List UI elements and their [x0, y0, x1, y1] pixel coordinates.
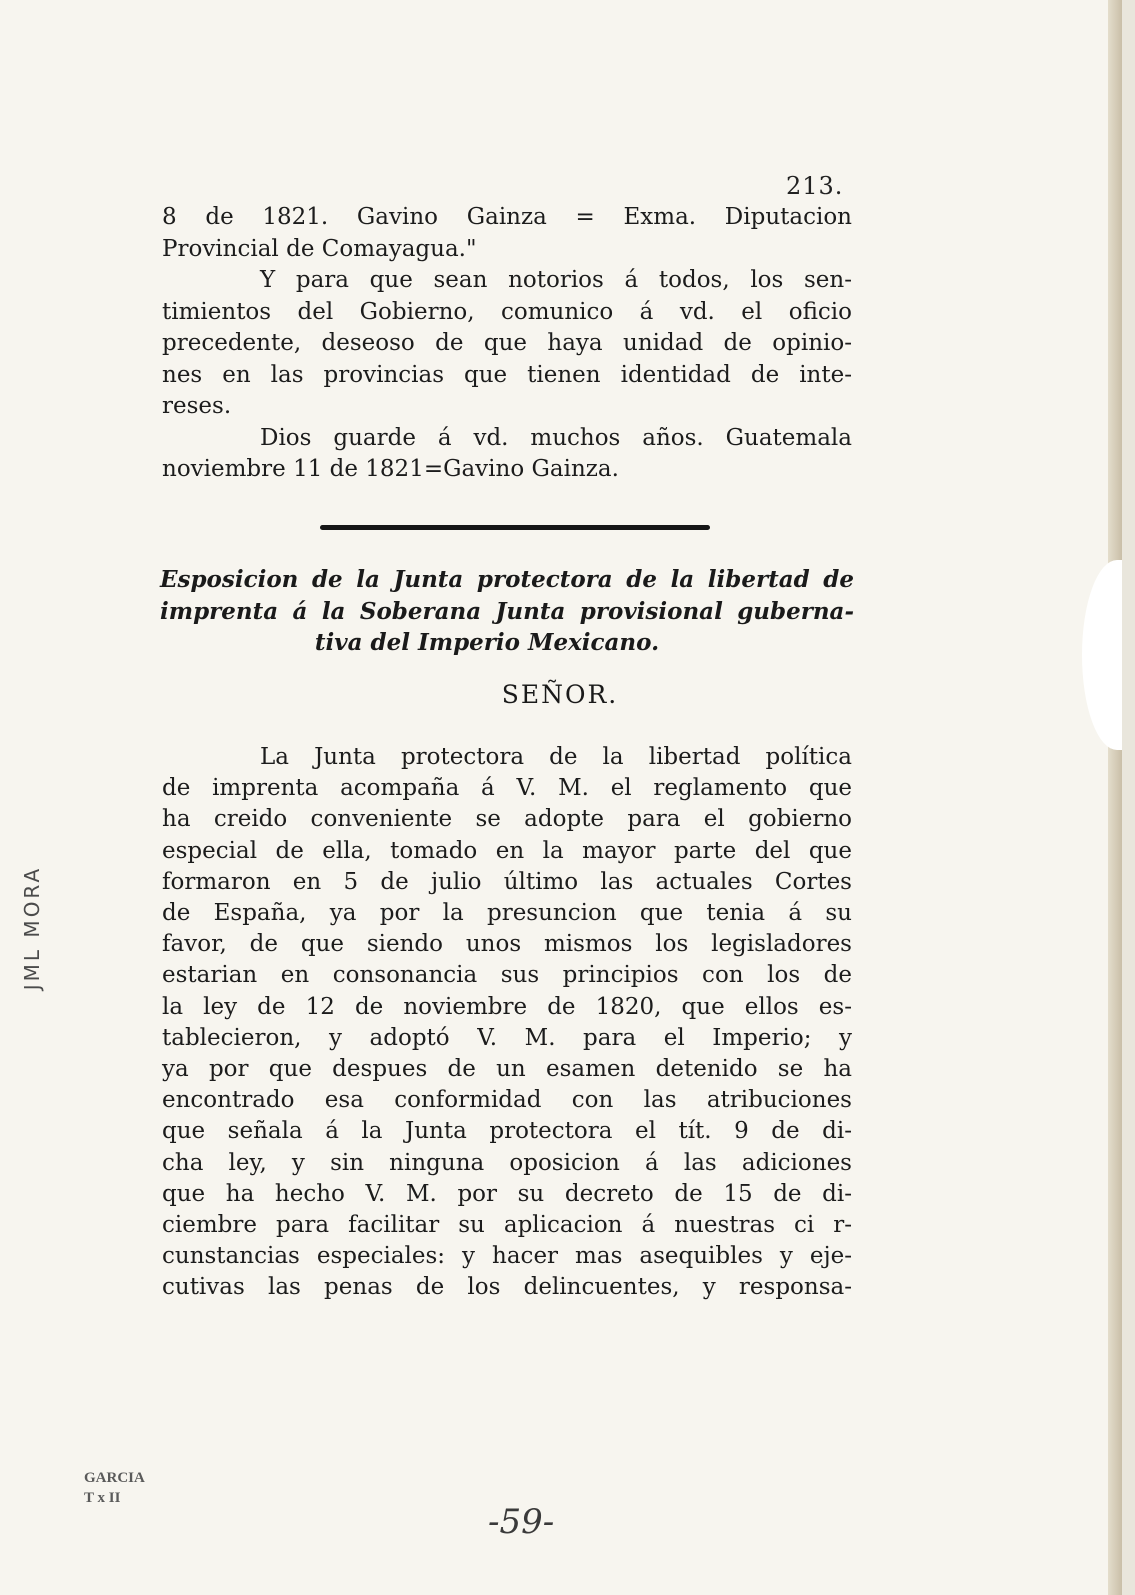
text-line: especial de ella, tomado en la mayor parte del que [162, 837, 852, 864]
body-paragraph [162, 742, 852, 1304]
text-line: Y para que sean notorios á todos, los sen- [260, 267, 852, 293]
text-line: de España, ya por la presuncion que tenia á su [162, 900, 852, 927]
text-line: encontrado esa conformidad con las atribuciones [162, 1087, 852, 1114]
paper-edge [1108, 0, 1122, 1595]
text-line: cutivas las penas de los delincuentes, y responsa- [162, 1274, 852, 1301]
text-line: 8 de 1821. Gavino Gainza = Exma. Diputacion [162, 204, 852, 230]
text-line: precedente, deseoso de que haya unidad de opinio- [162, 330, 852, 356]
text-line: nes en las provincias que tienen identidad de inte- [162, 361, 852, 388]
library-mark-line: T x II [84, 1490, 121, 1506]
text-line: ya por que despues de un esamen detenido se ha [162, 1056, 852, 1083]
text-line: ha creido conveniente se adopte para el gobierno [162, 806, 852, 833]
text-line: que señala á la Junta protectora el tít. 9 de di- [162, 1118, 852, 1145]
text-line: reses. [162, 393, 232, 419]
text-line: que ha hecho V. M. por su decreto de 15 de di- [162, 1180, 852, 1207]
text-line: Provincial de Comayagua." [162, 235, 477, 262]
handwritten-folio: -59- [488, 1502, 555, 1542]
library-mark-line: GARCIA [84, 1470, 145, 1486]
text-line: la ley de 12 de noviembre de 1820, que ellos es- [162, 993, 852, 1020]
text-line: noviembre 11 de 1821=Gavino Gainza. [162, 456, 619, 482]
section-heading [160, 564, 854, 659]
torn-edge [1082, 560, 1122, 750]
section-divider [320, 525, 710, 530]
salutation: SEÑOR. [501, 680, 619, 709]
text-line: Dios guarde á vd. muchos años. Guatemala [260, 424, 852, 451]
text-line: cha ley, y sin ninguna oposicion á las adiciones [162, 1149, 852, 1176]
text-line: favor, de que siendo unos mismos los legisladores [162, 931, 852, 958]
library-mark [84, 1468, 145, 1508]
intro-paragraphs [162, 202, 852, 486]
text-line: timientos del Gobierno, comunico á vd. el oficio [162, 298, 852, 325]
text-line: cunstancias especiales: y hacer mas asequibles y eje- [162, 1243, 852, 1270]
text-line: estarian en consonancia sus principios con los de [162, 962, 852, 989]
text-line: tablecieron, y adoptó V. M. para el Imperio; y [162, 1024, 852, 1051]
side-stamp-text: JML MORA [20, 865, 44, 991]
heading-line: imprenta á la Soberana Junta provisional guberna- [160, 597, 854, 625]
heading-line: tiva del Imperio Mexicano. [314, 629, 660, 656]
text-line: de imprenta acompaña á V. M. el reglamento que [162, 775, 852, 802]
heading-line: Esposicion de la Junta protectora de la libertad de [160, 566, 854, 593]
side-stamp [0, 830, 60, 1010]
text-line: formaron en 5 de julio último las actuales Cortes [162, 868, 852, 895]
text-line: ciembre para facilitar su aplicacion á nuestras ci r- [162, 1212, 852, 1239]
text-line: La Junta protectora de la libertad política [260, 744, 852, 770]
page-number: 213. [786, 172, 844, 200]
